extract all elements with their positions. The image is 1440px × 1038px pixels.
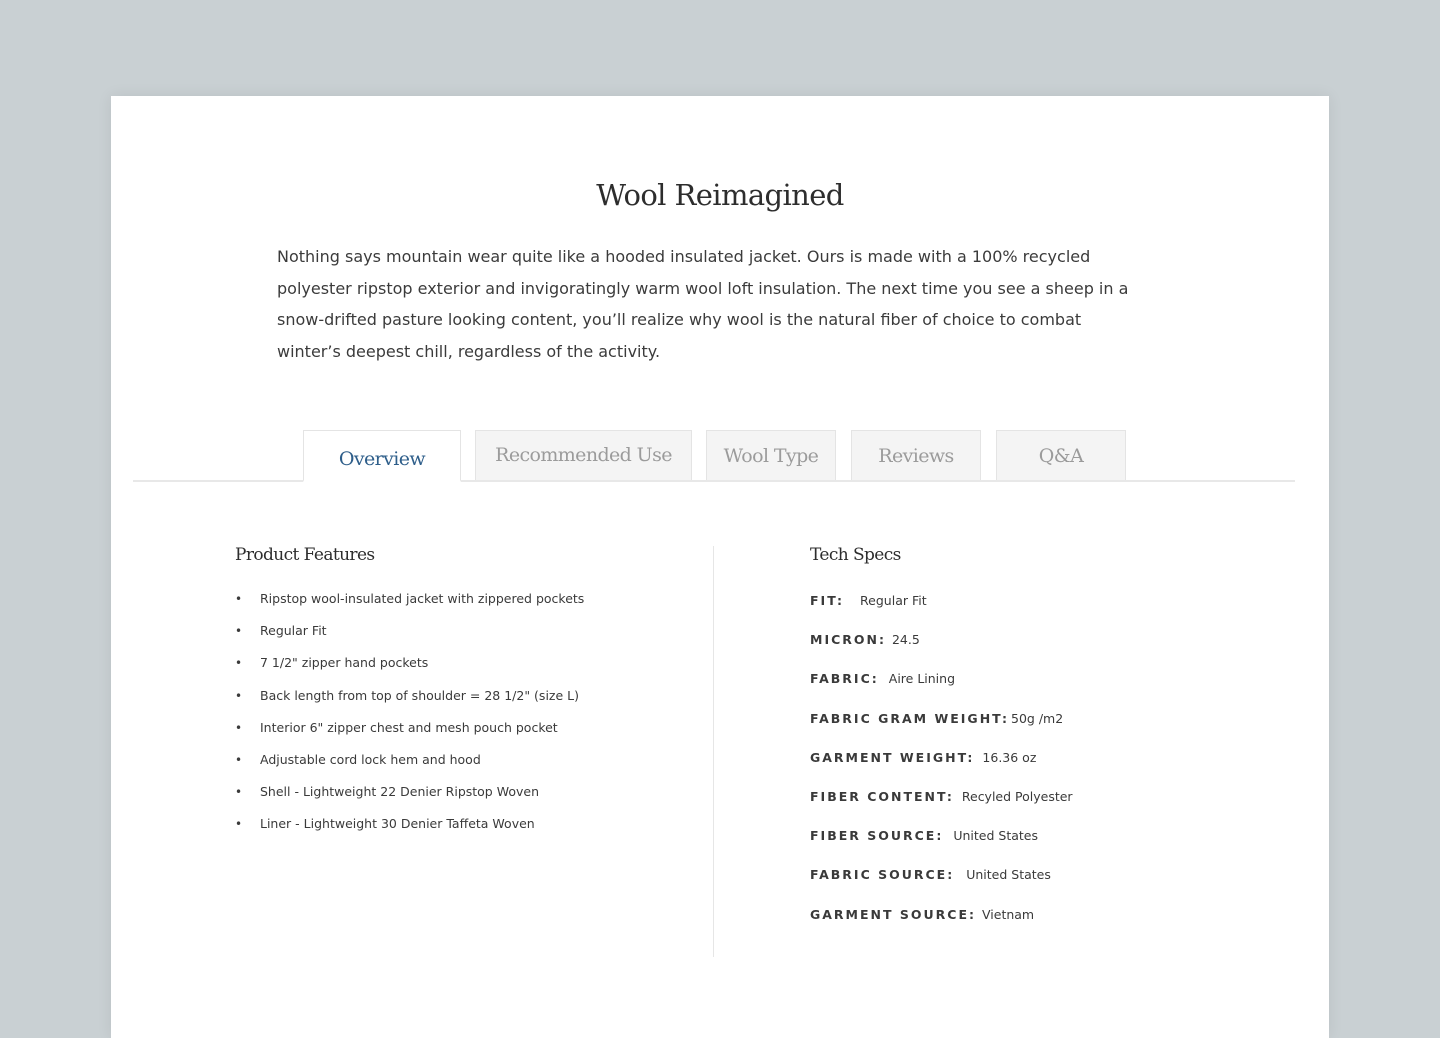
feature-text: Back length from top of shoulder = 28 1/2" (size L) (260, 687, 579, 703)
spec-row-fabric-source (810, 864, 1230, 903)
tab-recommended-use[interactable] (475, 430, 692, 480)
spec-label: FABRIC SOURCE: (810, 867, 955, 883)
bullet: • (235, 752, 243, 767)
spec-row-fiber-content (810, 786, 1230, 825)
tab-qa-label: Q&A (1038, 445, 1084, 467)
spec-value: 24.5 (891, 632, 920, 648)
spec-row-fabric-gram-weight (810, 708, 1230, 747)
column-divider (713, 546, 714, 957)
bullet: • (235, 720, 243, 735)
spec-label: GARMENT SOURCE: (810, 906, 976, 922)
bullet: • (235, 624, 243, 639)
spec-label: FIT: (810, 593, 845, 608)
spec-row-garment-weight (810, 747, 1230, 786)
bullet: • (235, 817, 243, 832)
feature-text: Shell - Lightweight 22 Denier Ripstop Woven (260, 784, 540, 800)
spec-value: 16.36 oz (982, 749, 1037, 765)
tab-reviews-label: Reviews (878, 445, 954, 467)
tab-overview-label: Overview (338, 448, 426, 470)
tab-qa[interactable] (996, 430, 1126, 480)
feature-text: Regular Fit (260, 623, 327, 639)
spec-label: FABRIC: (810, 671, 879, 687)
spec-label: FABRIC GRAM WEIGHT: (810, 710, 1009, 726)
tech-specs-heading: Tech Specs (810, 545, 901, 565)
bullet: • (235, 656, 243, 671)
feature-text: Ripstop wool-insulated jacket with zippered pockets (260, 591, 585, 606)
product-features-heading: Product Features (235, 545, 375, 565)
product-description: Nothing says mountain wear quite like a hooded insulated jacket. Ours is made with a 100% recycled polyester ripstop exterior and invigoratingly warm wool loft insulation. The next time you see a sheep in a snow-drifted pasture looking content, you’ll realize why wool is the natural fiber of choice to combat winter’s deepest chill, regardless of the activity. (277, 247, 1129, 361)
spec-value: Recyled Polyester (961, 788, 1073, 804)
spec-label: MICRON: (810, 632, 886, 648)
tech-specs-list (810, 590, 1230, 943)
tab-wool-type-label: Wool Type (723, 445, 819, 467)
spec-value: Vietnam (982, 906, 1035, 922)
feature-text: Interior 6" zipper chest and mesh pouch pocket (260, 719, 558, 735)
spec-row-garment-source (810, 904, 1230, 943)
spec-label: FIBER CONTENT: (810, 788, 954, 804)
bullet: • (235, 785, 243, 800)
feature-text: Liner - Lightweight 30 Denier Taffeta Woven (260, 816, 535, 832)
tab-wool-type[interactable] (706, 430, 836, 480)
tab-overview[interactable] (303, 430, 461, 482)
product-details-card (111, 96, 1329, 1038)
spec-label: GARMENT WEIGHT: (810, 749, 975, 765)
feature-text: 7 1/2" zipper hand pockets (260, 655, 429, 671)
bullet: • (235, 688, 243, 703)
page-title: Wool Reimagined (596, 178, 844, 212)
spec-row-fabric (810, 668, 1230, 707)
tab-recommended-use-label: Recommended Use (495, 444, 672, 466)
tab-reviews[interactable] (851, 430, 981, 480)
spec-value: United States (953, 828, 1039, 844)
bullet: • (235, 592, 243, 606)
spec-value: Aire Lining (888, 671, 956, 687)
tab-bar (133, 430, 1295, 482)
spec-value: 50g /m2 (1011, 710, 1064, 726)
spec-row-fit (810, 590, 1230, 629)
spec-label: FIBER SOURCE: (810, 828, 944, 844)
spec-row-fiber-source (810, 825, 1230, 864)
spec-row-micron (810, 629, 1230, 668)
feature-text: Adjustable cord lock hem and hood (260, 751, 481, 767)
spec-value: United States (966, 867, 1051, 883)
spec-value: Regular Fit (860, 593, 927, 608)
